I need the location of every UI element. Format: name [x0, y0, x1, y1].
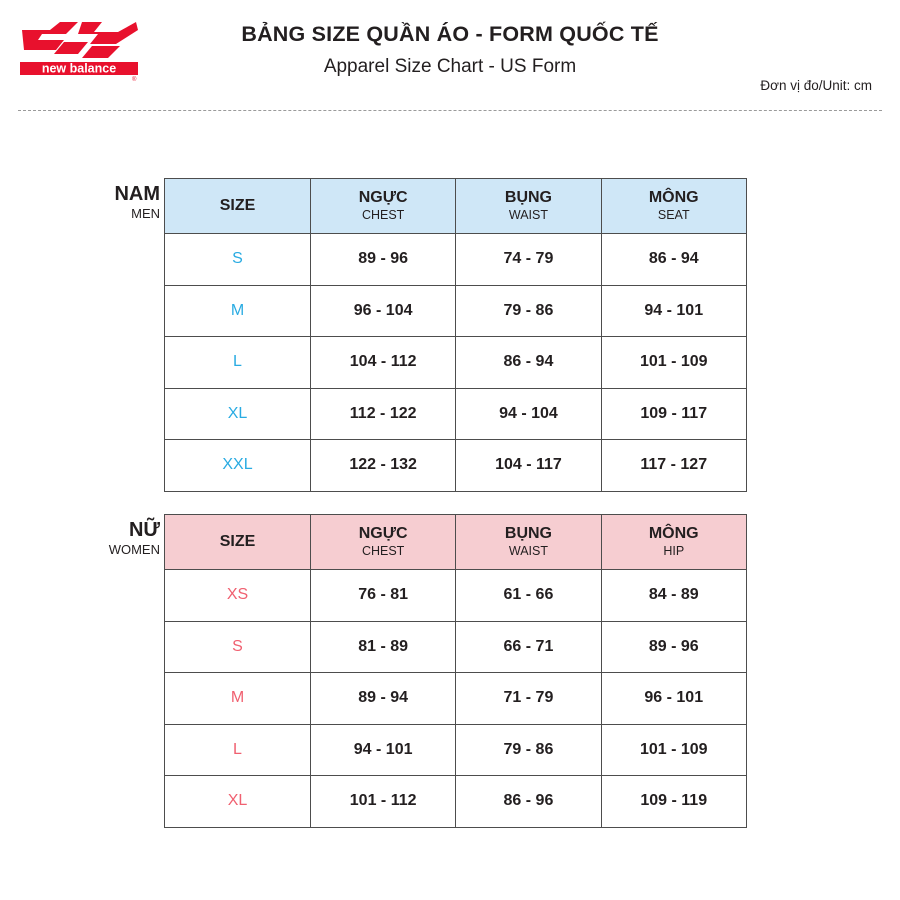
men-waist-value: 104 - 117 — [456, 440, 601, 492]
women-hip-value: 109 - 119 — [601, 776, 746, 828]
men-col-waist-vi: BỤNG — [504, 189, 552, 207]
table-row — [165, 673, 747, 725]
women-col-chest-en: CHEST — [361, 543, 405, 558]
men-col-size-vi: SIZE — [219, 196, 256, 214]
women-col-waist-en: WAIST — [508, 543, 548, 558]
page-header — [0, 0, 900, 104]
men-waist-value: 86 - 94 — [456, 337, 601, 389]
men-chest-value: 122 - 132 — [311, 440, 456, 492]
men-col-seat-en: SEAT — [657, 207, 690, 222]
table-row — [165, 234, 747, 286]
men-seat-value: 109 - 117 — [601, 388, 746, 440]
men-col-waist-en: WAIST — [508, 207, 548, 222]
women-size-value: XL — [165, 776, 311, 828]
women-chest-value: 94 - 101 — [311, 724, 456, 776]
men-col-waist — [456, 179, 601, 234]
women-waist-value: 66 - 71 — [456, 621, 601, 673]
men-chest-value: 112 - 122 — [311, 388, 456, 440]
women-hip-value: 89 - 96 — [601, 621, 746, 673]
women-col-hip — [601, 515, 746, 570]
men-chest-value: 104 - 112 — [311, 337, 456, 389]
women-label-vi: NỮ — [128, 519, 160, 541]
men-size-value: XL — [165, 388, 311, 440]
header-divider — [18, 110, 882, 111]
women-size-value: L — [165, 724, 311, 776]
men-size-value: XXL — [165, 440, 311, 492]
page-title-vi: BẢNG SIZE QUẦN ÁO - FORM QUỐC TẾ — [241, 22, 659, 46]
women-col-waist — [456, 515, 601, 570]
women-waist-value: 71 - 79 — [456, 673, 601, 725]
women-hip-value: 101 - 109 — [601, 724, 746, 776]
women-size-value: S — [165, 621, 311, 673]
women-chest-value: 101 - 112 — [311, 776, 456, 828]
men-chest-value: 96 - 104 — [311, 285, 456, 337]
women-table-header-row — [165, 515, 747, 570]
men-col-seat-vi: MÔNG — [648, 189, 699, 207]
page-title-en: Apparel Size Chart - US Form — [323, 56, 577, 77]
men-waist-value: 94 - 104 — [456, 388, 601, 440]
women-col-size — [165, 515, 311, 570]
women-col-hip-vi: MÔNG — [648, 525, 699, 543]
men-size-table — [164, 178, 747, 492]
women-size-table — [164, 514, 747, 828]
table-row — [165, 570, 747, 622]
women-chest-value: 89 - 94 — [311, 673, 456, 725]
women-chest-value: 76 - 81 — [311, 570, 456, 622]
logo-wordmark: new balance — [41, 61, 117, 76]
women-col-hip-en: HIP — [663, 543, 685, 558]
men-col-size — [165, 179, 311, 234]
men-size-value: S — [165, 234, 311, 286]
table-row — [165, 621, 747, 673]
title-block — [0, 22, 900, 78]
men-label-en: MEN — [131, 206, 160, 221]
women-col-size-vi: SIZE — [219, 532, 256, 550]
men-chest-value: 89 - 96 — [311, 234, 456, 286]
women-section-label — [60, 520, 160, 557]
women-chest-value: 81 - 89 — [311, 621, 456, 673]
women-col-chest — [311, 515, 456, 570]
men-col-seat — [601, 179, 746, 234]
women-size-value: M — [165, 673, 311, 725]
men-waist-value: 79 - 86 — [456, 285, 601, 337]
men-seat-value: 101 - 109 — [601, 337, 746, 389]
women-hip-value: 84 - 89 — [601, 570, 746, 622]
women-col-waist-vi: BỤNG — [504, 525, 552, 543]
men-size-value: L — [165, 337, 311, 389]
women-label-en: WOMEN — [108, 542, 160, 557]
svg-text:®: ® — [132, 77, 137, 82]
men-waist-value: 74 - 79 — [456, 234, 601, 286]
men-seat-value: 117 - 127 — [601, 440, 746, 492]
table-row — [165, 337, 747, 389]
men-section-label — [60, 184, 160, 221]
men-col-chest-vi: NGỰC — [358, 189, 408, 207]
men-seat-value: 94 - 101 — [601, 285, 746, 337]
table-row — [165, 388, 747, 440]
men-col-chest-en: CHEST — [361, 207, 405, 222]
women-col-chest-vi: NGỰC — [358, 525, 408, 543]
women-waist-value: 86 - 96 — [456, 776, 601, 828]
men-size-value: M — [165, 285, 311, 337]
table-row — [165, 285, 747, 337]
men-label-vi: NAM — [114, 183, 160, 205]
women-hip-value: 96 - 101 — [601, 673, 746, 725]
women-size-value: XS — [165, 570, 311, 622]
table-row — [165, 776, 747, 828]
table-row — [165, 724, 747, 776]
table-row — [165, 440, 747, 492]
men-seat-value: 86 - 94 — [601, 234, 746, 286]
men-table-header-row — [165, 179, 747, 234]
men-col-chest — [311, 179, 456, 234]
women-waist-value: 79 - 86 — [456, 724, 601, 776]
unit-note: Đơn vị đo/Unit: cm — [760, 78, 872, 93]
women-waist-value: 61 - 66 — [456, 570, 601, 622]
